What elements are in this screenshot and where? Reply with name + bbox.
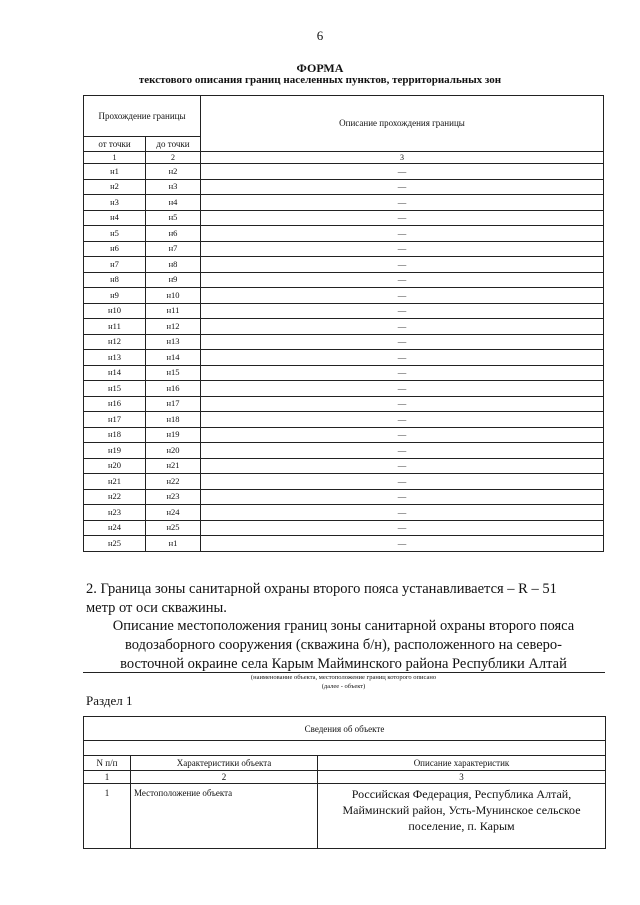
row-description [318, 784, 606, 849]
header-boundary-description: Описание прохождения границы [201, 96, 604, 152]
cell-description: — [201, 257, 604, 273]
column-number: 1 [84, 771, 131, 784]
cell-from-point: н13 [84, 350, 146, 366]
cell-to-point: н1 [146, 536, 201, 552]
cell-description: — [201, 288, 604, 304]
cell-from-point: н8 [84, 272, 146, 288]
cell-from-point: н25 [84, 536, 146, 552]
table-row [84, 505, 604, 521]
header-to-point: до точки [146, 137, 201, 152]
section-label: Раздел 1 [86, 693, 133, 708]
table-row [84, 396, 604, 412]
cell-description: — [201, 474, 604, 490]
cell-description: — [201, 164, 604, 180]
cell-description: — [201, 427, 604, 443]
cell-to-point: н9 [146, 272, 201, 288]
cell-to-point: н2 [146, 164, 201, 180]
object-table-spacer [84, 741, 606, 756]
table-row [84, 210, 604, 226]
row-characteristic: Местоположение объекта [131, 784, 318, 849]
cell-to-point: н23 [146, 489, 201, 505]
cell-from-point: н22 [84, 489, 146, 505]
form-subtitle: текстового описания границ населенных пунктов, территориальных зон [138, 74, 502, 86]
cell-description: — [201, 350, 604, 366]
cell-to-point: н12 [146, 319, 201, 335]
table-row [84, 520, 604, 536]
table-row [84, 458, 604, 474]
table-row [84, 365, 604, 381]
cell-to-point: н21 [146, 458, 201, 474]
cell-to-point: н11 [146, 303, 201, 319]
cell-to-point: н16 [146, 381, 201, 397]
cell-from-point: н4 [84, 210, 146, 226]
cell-to-point: н22 [146, 474, 201, 490]
table-row [84, 257, 604, 273]
boundary-table [83, 95, 604, 552]
cell-description: — [201, 241, 604, 257]
table-row [84, 474, 604, 490]
table-row [84, 164, 604, 180]
cell-from-point: н15 [84, 381, 146, 397]
table-row [84, 288, 604, 304]
cell-to-point: н24 [146, 505, 201, 521]
cell-from-point: н10 [84, 303, 146, 319]
table-row [84, 489, 604, 505]
cell-to-point: н15 [146, 365, 201, 381]
cell-from-point: н12 [84, 334, 146, 350]
table-row [84, 350, 604, 366]
column-number: 2 [146, 152, 201, 164]
table-row [84, 443, 604, 459]
cell-to-point: н25 [146, 520, 201, 536]
cell-from-point: н2 [84, 179, 146, 195]
cell-description: — [201, 458, 604, 474]
table-row [84, 427, 604, 443]
header-boundary-passage: Прохождение границы [84, 96, 201, 137]
cell-from-point: н14 [84, 365, 146, 381]
cell-description: — [201, 334, 604, 350]
table-row [84, 412, 604, 428]
table-row [84, 303, 604, 319]
page-number: 6 [316, 28, 324, 43]
column-number: 3 [201, 152, 604, 164]
cell-to-point: н17 [146, 396, 201, 412]
cell-to-point: н14 [146, 350, 201, 366]
row-number: 1 [84, 784, 131, 849]
header-characteristics: Характеристики объекта [131, 756, 318, 771]
cell-from-point: н9 [84, 288, 146, 304]
row-description-line2: Майминский район, Усть-Мунинское сельское [342, 803, 581, 817]
cell-description: — [201, 520, 604, 536]
table-row [84, 179, 604, 195]
cell-to-point: н8 [146, 257, 201, 273]
cell-to-point: н6 [146, 226, 201, 242]
zone-paragraph-line2: метр от оси скважины. [86, 600, 227, 616]
cell-to-point: н5 [146, 210, 201, 226]
table-row [84, 319, 604, 335]
form-title: ФОРМА [296, 61, 344, 75]
cell-from-point: н23 [84, 505, 146, 521]
cell-description: — [201, 536, 604, 552]
table-row [84, 381, 604, 397]
title-underline [83, 672, 605, 673]
zone-paragraph-line1: 2. Граница зоны санитарной охраны второго пояса устанавливается – R – 51 [86, 581, 557, 597]
object-table-title: Сведения об объекте [84, 717, 606, 741]
cell-to-point: н13 [146, 334, 201, 350]
object-info-table [83, 716, 606, 849]
object-title-line2: водозаборного сооружения (скважина б/н), расположенного на северо- [124, 637, 563, 653]
cell-description: — [201, 210, 604, 226]
cell-from-point: н20 [84, 458, 146, 474]
caption-line2: (далее - объект) [321, 683, 366, 690]
cell-to-point: н7 [146, 241, 201, 257]
cell-from-point: н21 [84, 474, 146, 490]
header-number: N п/п [84, 756, 131, 771]
cell-description: — [201, 505, 604, 521]
cell-from-point: н19 [84, 443, 146, 459]
cell-to-point: н10 [146, 288, 201, 304]
column-number: 1 [84, 152, 146, 164]
cell-to-point: н3 [146, 179, 201, 195]
cell-from-point: н16 [84, 396, 146, 412]
table-row [84, 536, 604, 552]
object-title-line3: восточной окраине села Карым Майминского района Республики Алтай [120, 656, 567, 672]
cell-from-point: н17 [84, 412, 146, 428]
cell-description: — [201, 195, 604, 211]
cell-description: — [201, 303, 604, 319]
column-number: 2 [131, 771, 318, 784]
cell-to-point: н20 [146, 443, 201, 459]
cell-description: — [201, 272, 604, 288]
cell-description: — [201, 319, 604, 335]
table-row [84, 272, 604, 288]
cell-description: — [201, 443, 604, 459]
caption-line1: (наименование объекта, местоположение границ которого описано [250, 674, 437, 681]
cell-from-point: н1 [84, 164, 146, 180]
cell-to-point: н4 [146, 195, 201, 211]
object-title [83, 617, 604, 674]
cell-description: — [201, 396, 604, 412]
cell-from-point: н24 [84, 520, 146, 536]
cell-from-point: н7 [84, 257, 146, 273]
table-row [84, 241, 604, 257]
row-description-line1: Российская Федерация, Республика Алтай, [351, 787, 572, 801]
cell-to-point: н19 [146, 427, 201, 443]
cell-from-point: н5 [84, 226, 146, 242]
cell-description: — [201, 365, 604, 381]
header-from-point: от точки [84, 137, 146, 152]
cell-description: — [201, 179, 604, 195]
cell-description: — [201, 226, 604, 242]
cell-from-point: н11 [84, 319, 146, 335]
cell-from-point: н6 [84, 241, 146, 257]
row-description-line3: поселение, п. Карым [408, 819, 515, 833]
header-description: Описание характеристик [318, 756, 606, 771]
cell-description: — [201, 381, 604, 397]
cell-description: — [201, 412, 604, 428]
table-row [84, 195, 604, 211]
table-row [84, 226, 604, 242]
table-row [84, 334, 604, 350]
cell-description: — [201, 489, 604, 505]
cell-from-point: н3 [84, 195, 146, 211]
column-number: 3 [318, 771, 606, 784]
cell-to-point: н18 [146, 412, 201, 428]
object-title-line1: Описание местоположения границ зоны санитарной охраны второго пояса [112, 618, 575, 634]
cell-from-point: н18 [84, 427, 146, 443]
